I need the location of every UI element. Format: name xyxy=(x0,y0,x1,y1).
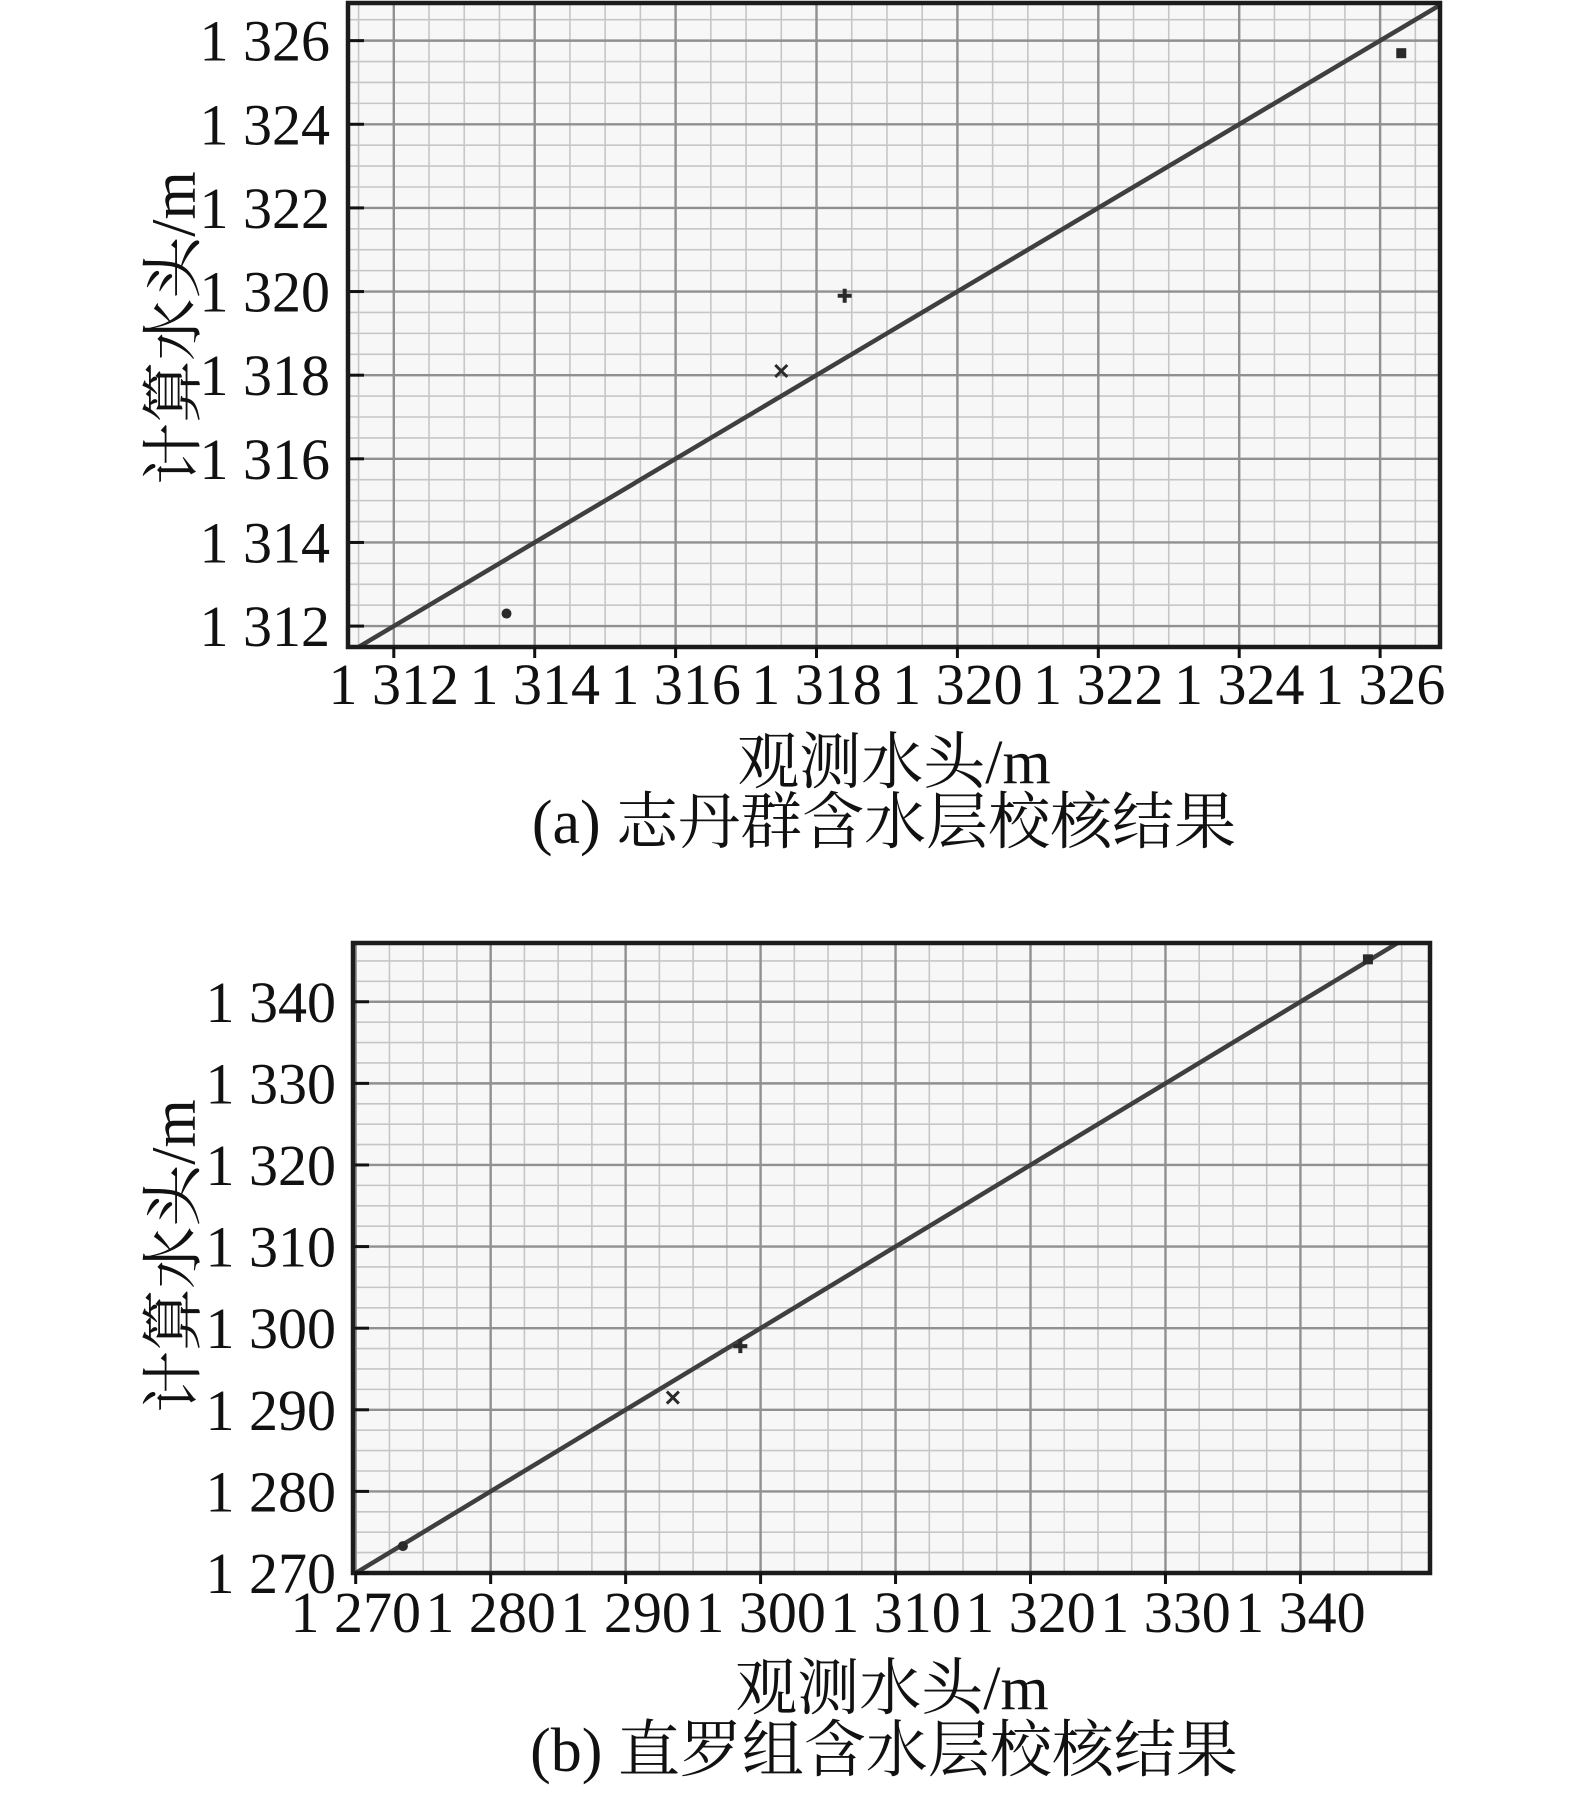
x-tick-label-b: 1 330 xyxy=(1100,1580,1231,1645)
chart-a-plot xyxy=(200,3,1446,717)
y-tick-label-b: 1 330 xyxy=(205,1051,336,1117)
y-tick-label-a: 1 312 xyxy=(199,594,330,660)
x-tick-label-a: 1 316 xyxy=(610,652,741,717)
x-tick-label-b: 1 340 xyxy=(1235,1580,1366,1645)
y-tick-label-b: 1 270 xyxy=(205,1541,336,1606)
x-tick-label-a: 1 318 xyxy=(751,652,882,717)
y-tick-label-b: 1 280 xyxy=(205,1459,336,1525)
y-tick-label-a: 1 320 xyxy=(199,259,330,325)
y-axis-title-a: 计算水头/m xyxy=(140,171,209,485)
x-tick-label-a: 1 320 xyxy=(892,652,1023,717)
x-tick-label-a: 1 324 xyxy=(1173,652,1305,717)
y-tick-label-a: 1 322 xyxy=(199,175,330,241)
y-tick-label-b: 1 320 xyxy=(205,1132,336,1198)
y-tick-label-a: 1 314 xyxy=(199,510,330,576)
y-axis-title-b: 计算水头/m xyxy=(140,1099,209,1413)
x-axis-title-b: 观测水头/m xyxy=(735,1655,1049,1723)
x-tick-label-b: 1 310 xyxy=(830,1580,961,1645)
y-tick-label-b: 1 290 xyxy=(205,1377,336,1443)
chart-caption-a: (a) 志丹群含水层校核结果 xyxy=(531,789,1237,857)
y-tick-label-a: 1 316 xyxy=(199,426,330,492)
x-axis-title-a: 观测水头/m xyxy=(737,729,1051,797)
plot-area-a xyxy=(348,3,1440,647)
chart-b-plot xyxy=(206,943,1431,1645)
x-tick-label-b: 1 280 xyxy=(425,1580,556,1645)
x-tick-label-a: 1 326 xyxy=(1314,652,1446,717)
x-tick-label-a: 1 314 xyxy=(469,652,600,717)
chart-caption-b: (b) 直罗组含水层校核结果 xyxy=(530,1717,1238,1785)
x-tick-label-b: 1 290 xyxy=(560,1580,691,1645)
x-tick-label-b: 1 270 xyxy=(290,1580,421,1645)
x-tick-label-a: 1 312 xyxy=(328,652,460,717)
x-tick-label-b: 1 300 xyxy=(695,1580,826,1645)
x-tick-label-a: 1 322 xyxy=(1033,652,1164,717)
y-tick-label-b: 1 310 xyxy=(205,1214,336,1280)
data-point-marker-dot xyxy=(398,1541,408,1551)
y-tick-label-a: 1 326 xyxy=(199,8,330,74)
data-point-marker-square xyxy=(1363,954,1373,964)
y-tick-label-b: 1 340 xyxy=(205,969,336,1035)
y-tick-label-a: 1 324 xyxy=(199,92,330,158)
y-tick-label-a: 1 318 xyxy=(199,343,330,409)
data-point-marker-dot xyxy=(502,609,512,619)
x-tick-label-b: 1 320 xyxy=(965,1580,1096,1645)
data-point-marker-square xyxy=(1396,48,1406,58)
y-tick-label-b: 1 300 xyxy=(205,1296,336,1362)
